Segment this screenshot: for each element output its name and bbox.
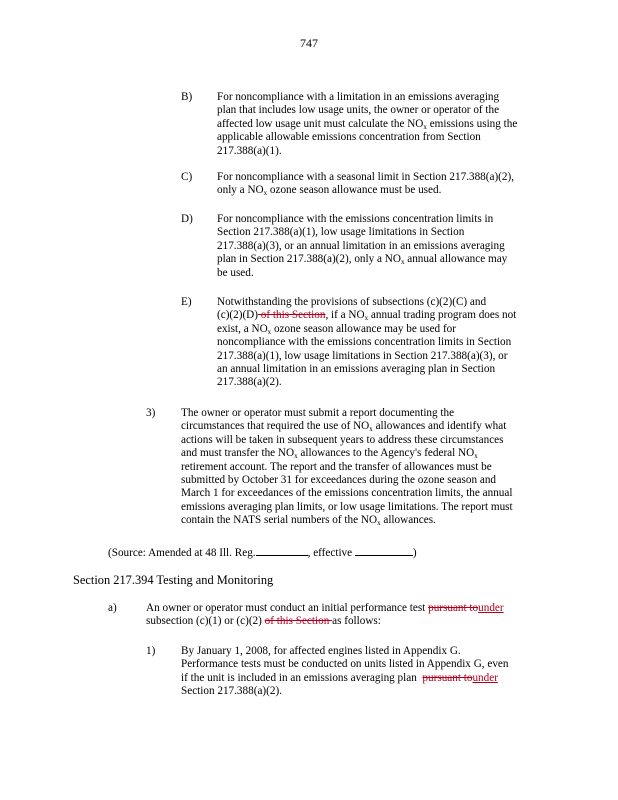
subscript-x: x (369, 425, 373, 434)
item-3-text-part: allowances. (380, 514, 436, 527)
deleted-text: of this Section (258, 309, 326, 322)
item-3-line: submitted by October 31 for exceedances during the ozone season and (181, 474, 497, 487)
item-e-text-part: exist, a NO (217, 322, 268, 335)
item-b-line: plan that includes low usage units, the owner or operator of the (217, 104, 500, 117)
source-suffix: ) (412, 547, 417, 559)
source-prefix: (Source: Amended at 48 Ill. Reg. (108, 547, 256, 559)
source-middle: , effective (307, 547, 353, 559)
item-1-line: By January 1, 2008, for affected engines listed in Appendix G. (181, 645, 461, 657)
item-a-text (146, 602, 504, 629)
inserted-text: under (478, 602, 504, 614)
item-d-text (217, 213, 507, 280)
deleted-text: pursuant to (428, 602, 479, 614)
item-1-line: Performance tests must be conducted on units listed in Appendix G, even (181, 658, 509, 671)
subscript-x: x (474, 452, 478, 461)
deleted-text: pursuant to (422, 671, 473, 684)
subscript-x: x (267, 327, 272, 336)
item-e-text (217, 296, 516, 390)
item-b-line: For noncompliance with a limitation in an emissions averaging (217, 91, 500, 103)
item-e-line (217, 309, 516, 322)
item-e-text-part: annual trading program does not (368, 309, 517, 322)
page-number: 747 (300, 36, 318, 50)
item-e-line: an annual limitation in an emissions averaging plan in Section (217, 363, 496, 376)
item-3-line: retirement account. The report and the transfer of allowances must be (181, 460, 492, 473)
item-e-line: 217.388(a)(2). (217, 376, 282, 389)
item-e-line (217, 323, 516, 336)
blank-line (355, 545, 413, 556)
item-c-label: C) (181, 171, 193, 183)
item-d-line: be used. (217, 266, 254, 279)
item-e-text-part: , if a NO (325, 309, 365, 322)
item-c-line (217, 184, 514, 197)
item-d-text-part: plan in Section 217.388(a)(2), only a NO (217, 253, 401, 266)
item-1-text-part: if the unit is included in an emissions averaging plan (181, 671, 417, 684)
item-c-line: For noncompliance with a seasonal limit in Section 217.388(a)(2), (217, 171, 515, 183)
subscript-x: x (423, 122, 427, 131)
item-c-text (217, 171, 514, 198)
item-3-line: March 1 for exceedances of the emissions concentration limits, the annual (181, 487, 513, 500)
item-b-text (217, 91, 517, 158)
item-d-text-part: annual allowance may (404, 253, 508, 266)
item-e-text-part: ozone season allowance may be used for (271, 322, 456, 335)
item-b-label: B) (181, 91, 193, 103)
subscript-x: x (400, 258, 405, 267)
section-heading: Section 217.394 Testing and Monitoring (73, 573, 274, 587)
item-a-line (146, 615, 504, 628)
item-d-line: Section 217.388(a)(1), low usage limitations in Section (217, 226, 465, 239)
item-3-text-part: allowances to the Agency's federal NO (297, 447, 475, 460)
item-b-text-part: affected low usage unit must calculate the NO (217, 117, 424, 130)
item-d-label: D) (181, 213, 193, 225)
item-a-label: a) (108, 602, 117, 614)
item-d-line: 217.388(a)(3), or an annual limitation in an emissions averaging (217, 239, 505, 252)
item-3-line (181, 420, 513, 433)
item-d-line: For noncompliance with the emissions concentration limits in (217, 213, 494, 225)
inserted-text: under (472, 671, 498, 684)
item-e-line: noncompliance with the emissions concentration limits in Section (217, 336, 512, 349)
subscript-x: x (294, 452, 298, 461)
item-e-line: Notwithstanding the provisions of subsections (c)(2)(C) and (217, 296, 487, 308)
item-c-text-part: only a NO (217, 184, 264, 197)
item-3-line (181, 514, 513, 527)
item-b-line: 217.388(a)(1). (217, 144, 282, 157)
item-3-text-part: allowances and identify what (372, 420, 507, 433)
item-a-line (146, 602, 504, 615)
subscript-x: x (364, 314, 369, 323)
item-b-line (217, 118, 517, 131)
item-3-text-part: circumstances that required the use of NO (181, 420, 370, 433)
item-d-line (217, 253, 507, 266)
item-3-text-part: and must transfer the NO (181, 447, 295, 460)
item-3-text-part: contain the NATS serial numbers of the NO (181, 514, 378, 527)
item-3-line: emissions averaging plan limits, or low usage limitations. The report must (181, 500, 513, 513)
item-c-text-part: ozone season allowance must be used. (267, 184, 442, 197)
source-note (108, 545, 417, 559)
blank-line (256, 545, 308, 556)
item-1-line: Section 217.388(a)(2). (181, 685, 282, 698)
item-1-text (181, 645, 508, 699)
item-b-text-part: emissions using the (426, 117, 518, 130)
item-1-line (181, 672, 508, 685)
item-a-text-part: as follows: (332, 615, 381, 628)
item-a-text-part: subsection (c)(1) or (c)(2) (146, 615, 265, 628)
item-e-text-part: (c)(2)(D) (217, 309, 258, 322)
item-1-label: 1) (146, 645, 156, 657)
item-a-text-part: An owner or operator must conduct an initial performance test (146, 602, 429, 614)
subscript-x: x (377, 519, 381, 528)
item-3-line: The owner or operator must submit a report documenting the (181, 407, 455, 419)
item-e-label: E) (181, 296, 192, 308)
item-3-text (181, 407, 513, 528)
item-b-line: applicable allowable emissions concentration from Section (217, 131, 481, 144)
item-3-label: 3) (146, 407, 156, 419)
item-3-line (181, 447, 513, 460)
subscript-x: x (263, 189, 268, 198)
item-e-line: 217.388(a)(1), low usage limitations in Section 217.388(a)(3), or (217, 349, 508, 362)
item-3-line: actions will be taken in subsequent years to address these circumstances (181, 433, 504, 446)
deleted-text: of this Section (264, 615, 333, 628)
